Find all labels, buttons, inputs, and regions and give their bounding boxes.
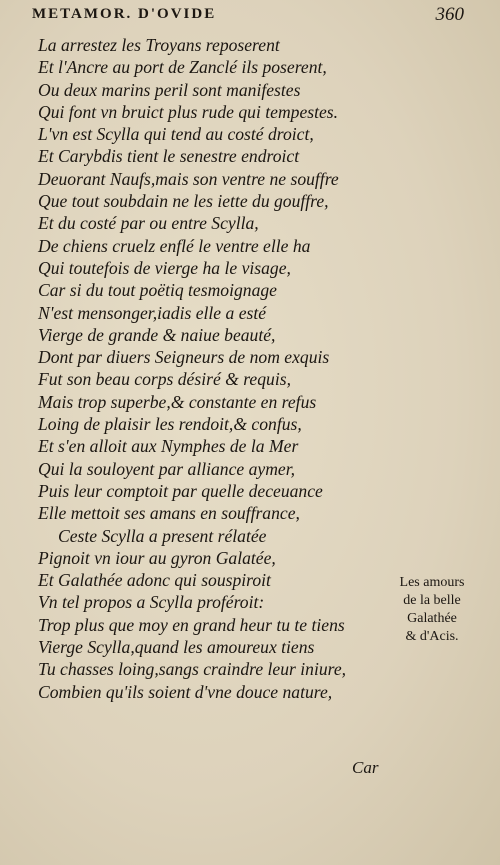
verse-line: Et Carybdis tient le senestre endroict xyxy=(38,146,300,167)
catchword: Car xyxy=(352,758,379,777)
verse-line: Tu chasses loing,sangs craindre leur iniure, xyxy=(38,659,347,680)
verse-line: Vierge Scylla,quand les amoureux tiens xyxy=(38,637,315,658)
verse-line: Puis leur comptoit par quelle deceuance xyxy=(38,480,323,501)
margin-note xyxy=(387,574,477,646)
verse-line: Fut son beau corps désiré & requis, xyxy=(38,369,291,390)
verse-line: Dont par diuers Seigneurs de nom exquis xyxy=(38,347,330,368)
verse-line: Pignoit vn iour au gyron Galatée, xyxy=(38,547,276,568)
verse-line: Que tout soubdain ne les iette du gouffre, xyxy=(38,191,329,212)
verse-line: L'vn est Scylla qui tend au costé droict, xyxy=(38,124,314,145)
verse-line: Vn tel propos a Scylla proféroit: xyxy=(38,592,265,613)
margin-note-line: Galathée xyxy=(407,611,457,626)
verse-line: Trop plus que moy en grand heur tu te tiens xyxy=(38,614,345,635)
verse-line: Loing de plaisir les rendoit,& confus, xyxy=(38,414,302,435)
page-number: 360 xyxy=(435,4,464,25)
margin-note-line: Les amours xyxy=(399,575,465,590)
verse-line: Vierge de grande & naiue beauté, xyxy=(38,324,276,345)
verse-line: Qui font vn bruict plus rude qui tempestes. xyxy=(38,101,339,122)
verse-line: Elle mettoit ses amans en souffrance, xyxy=(38,503,300,524)
margin-note-line: & d'Acis. xyxy=(405,629,459,644)
verse-line: Qui la souloyent par alliance aymer, xyxy=(38,458,296,479)
verse-line: Ceste Scylla a present rélatée xyxy=(58,525,267,546)
verse-line: Mais trop superbe,& constante en refus xyxy=(38,391,317,412)
verse-line: La arrestez les Troyans reposerent xyxy=(38,35,280,55)
page-header xyxy=(30,4,470,28)
verse-line: N'est mensonger,iadis elle a esté xyxy=(38,302,267,323)
verse-block xyxy=(38,34,368,703)
verse-line: Et s'en alloit aux Nymphes de la Mer xyxy=(38,436,299,457)
verse-line: Combien qu'ils soient d'vne douce nature, xyxy=(38,681,333,702)
verse-line: De chiens cruelz enflé le ventre elle ha xyxy=(38,235,311,256)
verse-line: Qui toutefois de vierge ha le visage, xyxy=(38,257,291,278)
running-title: METAMOR. D'OVIDE xyxy=(32,6,217,22)
verse-line: Deuorant Naufs,mais son ventre ne souffre xyxy=(38,168,339,189)
verse-line: Ou deux marins peril sont manifestes xyxy=(38,79,301,100)
verse-line: Et l'Ancre au port de Zanclé ils poserent, xyxy=(38,57,327,78)
margin-note-line: de la belle xyxy=(403,593,461,608)
verse-line: Et du costé par ou entre Scylla, xyxy=(38,213,259,234)
verse-line: Car si du tout poëtiq tesmoignage xyxy=(38,280,277,301)
verse-line: Et Galathée adonc qui souspiroit xyxy=(38,570,271,591)
